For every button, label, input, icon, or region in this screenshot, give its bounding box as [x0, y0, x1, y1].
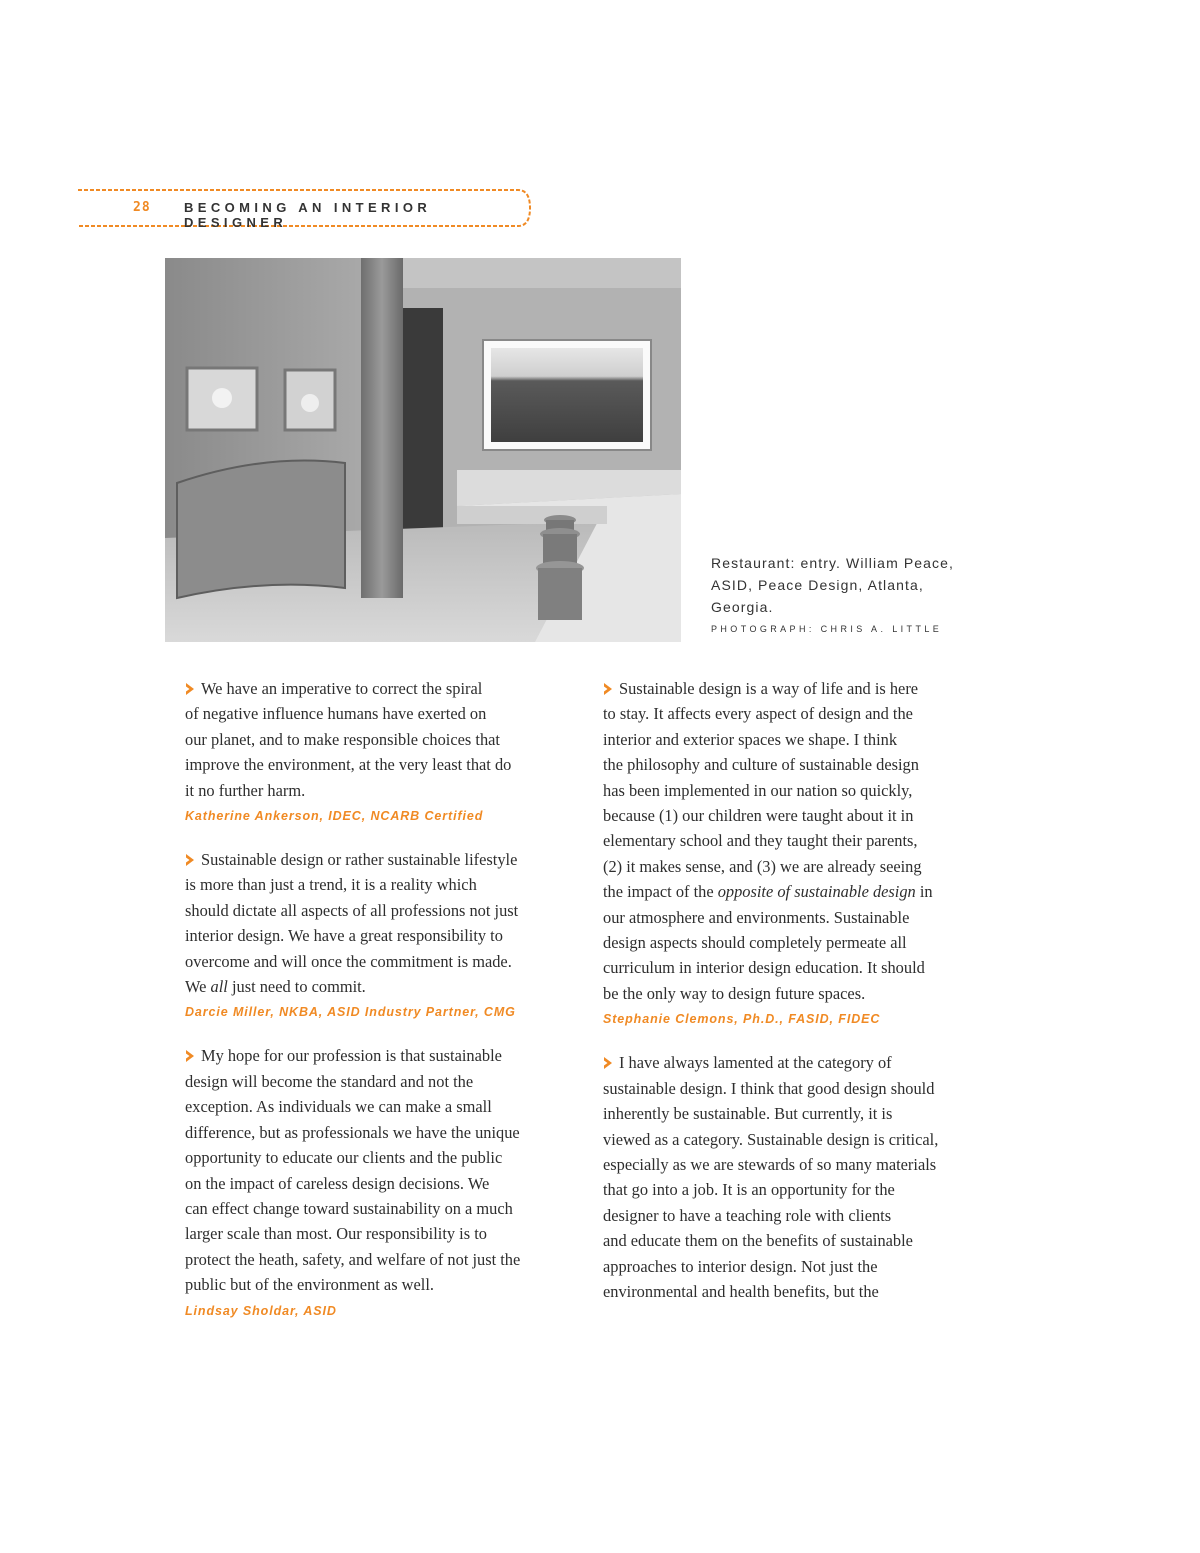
- quotes-left-column: [185, 676, 565, 1342]
- photo-caption: [711, 552, 991, 636]
- emphasis-text: opposite of sustainable design: [717, 882, 916, 902]
- quote-line: of negative influence humans have exerted on: [185, 704, 487, 724]
- quote-line: design will become the standard and not the: [185, 1071, 474, 1091]
- quote-line: be the only way to design future spaces.: [603, 983, 866, 1003]
- quote-line: our atmosphere and environments. Sustainable: [603, 907, 910, 927]
- caption-line: Restaurant: entry. William Peace,: [711, 555, 955, 571]
- quote-line: curriculum in interior design education. It should: [603, 958, 925, 978]
- quote-sholdar: [185, 1043, 565, 1319]
- quote-line: has been implemented in our nation so quickly,: [603, 780, 913, 800]
- quote-line: our planet, and to make responsible choices that: [185, 729, 500, 749]
- quote-line: inherently be sustainable. But currently, it is: [603, 1104, 893, 1124]
- emphasis-text: all: [210, 977, 228, 997]
- restaurant-entry-photo: [165, 258, 681, 642]
- quote-attribution: Lindsay Sholdar, ASID: [185, 1303, 337, 1318]
- quote-clemons: [603, 676, 983, 1028]
- quote-line: is more than just a trend, it is a reality which: [185, 875, 477, 895]
- quote-line: because (1) our children were taught about it in: [603, 806, 914, 826]
- quote-line: on the impact of careless design decisions. We: [185, 1173, 490, 1193]
- chevron-right-icon: [185, 683, 194, 695]
- quote-line: the philosophy and culture of sustainable design: [603, 755, 919, 775]
- quote-line: public but of the environment as well.: [185, 1275, 434, 1295]
- chevron-right-icon: [603, 683, 612, 695]
- quote-line: My hope for our profession is that sustainable: [201, 1046, 502, 1066]
- quote-attribution: Stephanie Clemons, Ph.D., FASID, FIDEC: [603, 1012, 881, 1027]
- quote-attribution: Darcie Miller, NKBA, ASID Industry Partner, CMG: [185, 1005, 516, 1020]
- quote-line: [603, 879, 983, 904]
- quote-line: elementary school and they taught their parents,: [603, 831, 918, 851]
- quote-unattributed: [603, 1050, 983, 1304]
- book-title: BECOMING AN INTERIOR DESIGNER: [184, 200, 432, 230]
- quote-line: viewed as a category. Sustainable design is critical,: [603, 1129, 939, 1149]
- quote-line: improve the environment, at the very least that do: [185, 755, 512, 775]
- running-header: [78, 186, 534, 230]
- quote-line: interior design. We have a great responsibility to: [185, 926, 503, 946]
- quote-text: We: [185, 977, 211, 997]
- chevron-right-icon: [603, 1057, 612, 1069]
- quote-line: and educate them on the benefits of sustainable: [603, 1231, 913, 1251]
- quote-text: the impact of the: [603, 882, 718, 902]
- quote-line: overcome and will once the commitment is made.: [185, 951, 512, 971]
- quote-ankerson: [185, 676, 565, 825]
- quote-line: Sustainable design or rather sustainable lifestyle: [201, 850, 518, 870]
- quote-line: that go into a job. It is an opportunity for the: [603, 1180, 895, 1200]
- quote-line: (2) it makes sense, and (3) we are already seeing: [603, 856, 922, 876]
- page-number: 28: [133, 200, 151, 215]
- quote-line: interior and exterior spaces we shape. I think: [603, 729, 898, 749]
- quote-line: protect the heath, safety, and welfare of not just the: [185, 1249, 521, 1269]
- quotes-right-column: [603, 676, 983, 1326]
- quote-line: sustainable design. I think that good design should: [603, 1078, 935, 1098]
- quote-line: it no further harm.: [185, 780, 306, 800]
- quote-line: especially as we are stewards of so many materials: [603, 1154, 937, 1174]
- chevron-right-icon: [185, 1050, 194, 1062]
- quote-line: Sustainable design is a way of life and is here: [619, 679, 919, 698]
- quote-line: environmental and health benefits, but the: [603, 1281, 879, 1301]
- quote-line: difference, but as professionals we have the unique: [185, 1122, 520, 1142]
- caption-line: Georgia.: [711, 599, 774, 615]
- quote-attribution: Katherine Ankerson, IDEC, NCARB Certified: [185, 809, 484, 824]
- quote-line: I have always lamented at the category of: [619, 1053, 892, 1073]
- quote-line: larger scale than most. Our responsibility is to: [185, 1224, 487, 1244]
- quote-text: just need to commit.: [227, 977, 366, 997]
- quote-line: to stay. It affects every aspect of design and the: [603, 704, 913, 724]
- quote-line: can effect change toward sustainability on a much: [185, 1198, 513, 1218]
- quote-line: exception. As individuals we can make a small: [185, 1097, 492, 1117]
- quote-line: [185, 974, 565, 999]
- quote-text: in: [915, 882, 933, 902]
- photo-credit: PHOTOGRAPH: CHRIS A. LITTLE: [711, 624, 943, 634]
- quote-miller: [185, 847, 565, 1021]
- quote-line: We have an imperative to correct the spiral: [201, 679, 483, 698]
- quote-line: opportunity to educate our clients and the public: [185, 1148, 503, 1168]
- quote-line: design aspects should completely permeate all: [603, 933, 907, 953]
- quote-line: designer to have a teaching role with clients: [603, 1205, 892, 1225]
- quote-line: should dictate all aspects of all professions not just: [185, 900, 519, 920]
- caption-line: ASID, Peace Design, Atlanta,: [711, 577, 924, 593]
- chevron-right-icon: [185, 854, 194, 866]
- quote-line: approaches to interior design. Not just the: [603, 1256, 878, 1276]
